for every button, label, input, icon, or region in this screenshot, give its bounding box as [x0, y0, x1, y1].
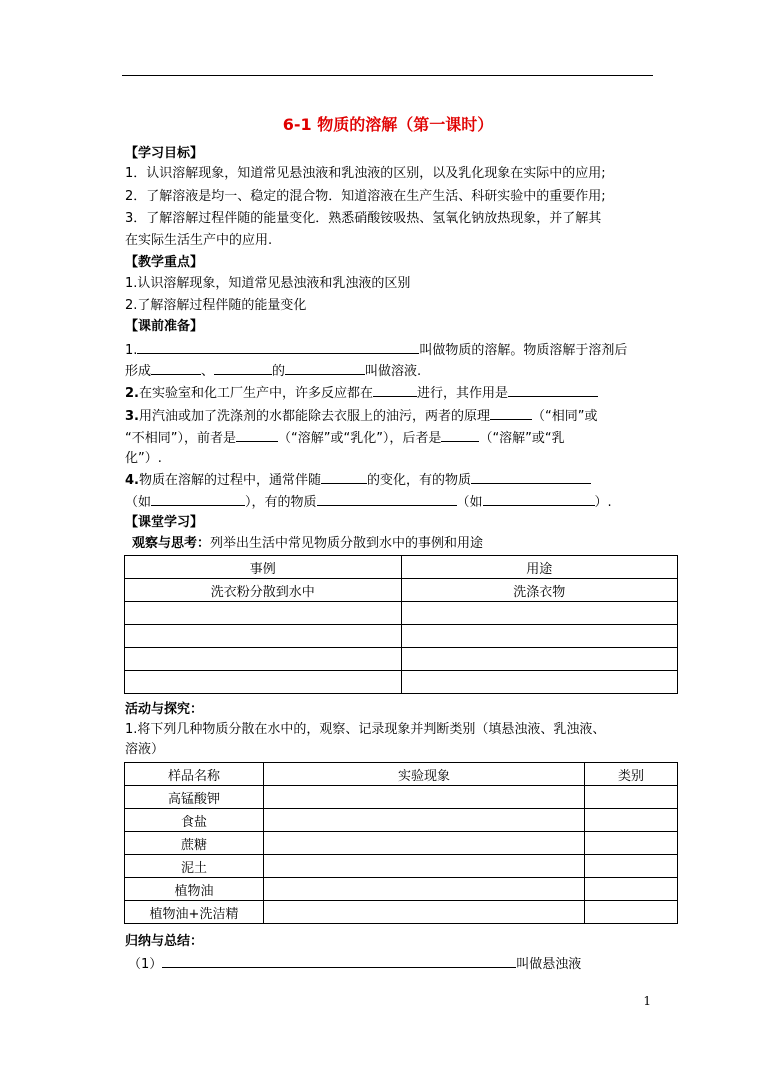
table-header: 用途 — [401, 556, 678, 579]
prep-q4-text: 物质在溶解的过程中，通常伴随 — [138, 473, 321, 488]
table-header: 事例 — [125, 556, 402, 579]
table-cell: 食盐 — [125, 809, 264, 832]
table-cell: 泥土 — [125, 855, 264, 878]
table-header-row — [125, 763, 678, 786]
table-cell: 植物油 — [125, 878, 264, 901]
table-row — [125, 602, 678, 625]
prep-header: 【课前准备】 — [125, 319, 204, 334]
blank-field[interactable] — [321, 471, 367, 484]
table-cell[interactable] — [585, 901, 678, 924]
prep-q3-number: 3. — [125, 409, 139, 424]
prep-q1-text: 叫做物质的溶解。物质溶解于溶剂后 — [419, 343, 628, 358]
prep-q2-text: 在实验室和化工厂生产中，许多反应都在 — [138, 386, 373, 401]
table-header-row — [125, 556, 678, 579]
prep-q1-number: 1. — [125, 343, 138, 358]
table-cell: 洗衣粉分散到水中 — [125, 579, 402, 602]
blank-field[interactable] — [137, 341, 419, 354]
prep-q4-line2 — [125, 493, 612, 512]
table-cell[interactable] — [585, 878, 678, 901]
prep-q3-text: （“溶解”或“乳化”），后者是 — [277, 431, 442, 446]
header-rule — [122, 75, 653, 76]
table-cell: 高锰酸钾 — [125, 786, 264, 809]
prep-q4-text: 的变化，有的物质 — [367, 473, 472, 488]
goal-3: 3．了解溶解过程伴随的能量变化．熟悉硝酸铵吸热、氢氧化钠放热现象，并了解其 — [125, 211, 602, 226]
observe-line — [132, 535, 483, 553]
table-cell[interactable] — [264, 832, 585, 855]
blank-field[interactable] — [151, 493, 245, 506]
table-cell[interactable] — [125, 625, 402, 648]
table-cell[interactable] — [264, 786, 585, 809]
prep-q4-text: ），有的物质 — [245, 495, 317, 510]
blank-field[interactable] — [214, 362, 272, 375]
prep-q4-text: （如 — [456, 495, 483, 510]
prep-q4-number: 4. — [125, 473, 139, 488]
table-header: 实验现象 — [264, 763, 585, 786]
table-cell: 洗涤衣物 — [401, 579, 678, 602]
table-cell[interactable] — [585, 832, 678, 855]
focus-header: 【教学重点】 — [125, 255, 204, 270]
table-cell[interactable] — [125, 671, 402, 694]
blank-field[interactable] — [151, 362, 201, 375]
prep-q3-text: “不相同”），前者是 — [125, 431, 236, 446]
activity-text-1: 1.将下列几种物质分散在水中的，观察、记录现象并判断类别（填悬浊液、乳浊液、 — [125, 722, 606, 737]
blank-field[interactable] — [441, 429, 479, 442]
table-cell: 植物油+洗洁精 — [125, 901, 264, 924]
prep-q4-line1 — [125, 471, 591, 490]
page-title: 6-1 物质的溶解（第一课时） — [282, 115, 494, 134]
table-row — [125, 579, 678, 602]
blank-field[interactable] — [285, 362, 365, 375]
observe-label: 观察与思考： — [132, 536, 211, 551]
table-cell[interactable] — [585, 786, 678, 809]
prep-q1-text: 的 — [272, 364, 286, 379]
activity-text-2: 溶液） — [125, 742, 165, 757]
prep-q1-line1 — [125, 341, 627, 360]
blank-field[interactable] — [162, 955, 516, 968]
prep-q3-text: 用汽油或加了洗涤剂的水都能除去衣服上的油污，两者的原理 — [138, 409, 490, 424]
table-cell[interactable] — [264, 855, 585, 878]
table-cell[interactable] — [264, 901, 585, 924]
table-cell[interactable] — [264, 809, 585, 832]
prep-q1-text: 形成 — [125, 364, 152, 379]
table-cell[interactable] — [125, 602, 402, 625]
examples-table — [124, 555, 678, 694]
blank-field[interactable] — [471, 471, 591, 484]
table-cell[interactable] — [125, 648, 402, 671]
goal-3-cont: 在实际生活生产中的应用. — [125, 233, 273, 248]
focus-2: 2.了解溶解过程伴随的能量变化 — [125, 298, 307, 313]
table-cell[interactable] — [401, 625, 678, 648]
table-row — [125, 832, 678, 855]
table-header: 类别 — [585, 763, 678, 786]
table-cell[interactable] — [401, 648, 678, 671]
prep-q1-line2 — [125, 362, 421, 381]
table-cell[interactable] — [264, 878, 585, 901]
prep-q4-text: （如 — [125, 495, 152, 510]
class-header: 【课堂学习】 — [125, 515, 204, 530]
table-row — [125, 878, 678, 901]
blank-field[interactable] — [236, 429, 278, 442]
focus-1: 1.认识溶解现象，知道常见悬浊液和乳浊液的区别 — [125, 276, 411, 291]
prep-q2-number: 2. — [125, 386, 139, 401]
table-cell[interactable] — [585, 809, 678, 832]
summary-line — [128, 955, 581, 974]
prep-q4-text: ）. — [594, 495, 612, 510]
table-header: 样品名称 — [125, 763, 264, 786]
prep-q3-text: （“相同”或 — [532, 409, 598, 424]
blank-field[interactable] — [317, 493, 457, 506]
activity-header: 活动与探究： — [125, 702, 204, 717]
blank-field[interactable] — [490, 407, 532, 420]
table-row — [125, 855, 678, 878]
goal-1: 1．认识溶解现象，知道常见悬浊液和乳浊液的区别，以及乳化现象在实际中的应用; — [125, 166, 606, 181]
table-row — [125, 901, 678, 924]
table-cell[interactable] — [401, 602, 678, 625]
samples-table — [124, 762, 678, 924]
table-cell: 蔗糖 — [125, 832, 264, 855]
blank-field[interactable] — [373, 384, 417, 397]
blank-field[interactable] — [508, 384, 598, 397]
summary-number: （1） — [128, 957, 163, 972]
prep-q3-line1 — [125, 407, 597, 426]
prep-q2-text: 进行，其作用是 — [417, 386, 509, 401]
blank-field[interactable] — [483, 493, 595, 506]
page-number: 1 — [643, 994, 651, 1008]
table-cell[interactable] — [585, 855, 678, 878]
prep-q3-line2 — [125, 429, 565, 448]
table-row — [125, 809, 678, 832]
table-row — [125, 786, 678, 809]
summary-text: 叫做悬浊液 — [516, 957, 582, 972]
goals-header: 【学习目标】 — [125, 146, 204, 161]
table-cell[interactable] — [401, 671, 678, 694]
table-row — [125, 648, 678, 671]
prep-q2 — [125, 384, 598, 403]
prep-q1-text: 、 — [201, 364, 215, 379]
prep-q3-line3: 化”）. — [125, 451, 162, 466]
table-row — [125, 625, 678, 648]
prep-q3-text: （“溶解”或“乳 — [479, 431, 565, 446]
observe-text: 列举出生活中常见物质分散到水中的事例和用途 — [210, 536, 484, 551]
summary-header: 归纳与总结： — [125, 934, 204, 949]
goal-2: 2．了解溶液是均一、稳定的混合物．知道溶液在生产生活、科研实验中的重要作用; — [125, 189, 606, 204]
table-row — [125, 671, 678, 694]
prep-q1-text: 叫做溶液. — [365, 364, 422, 379]
